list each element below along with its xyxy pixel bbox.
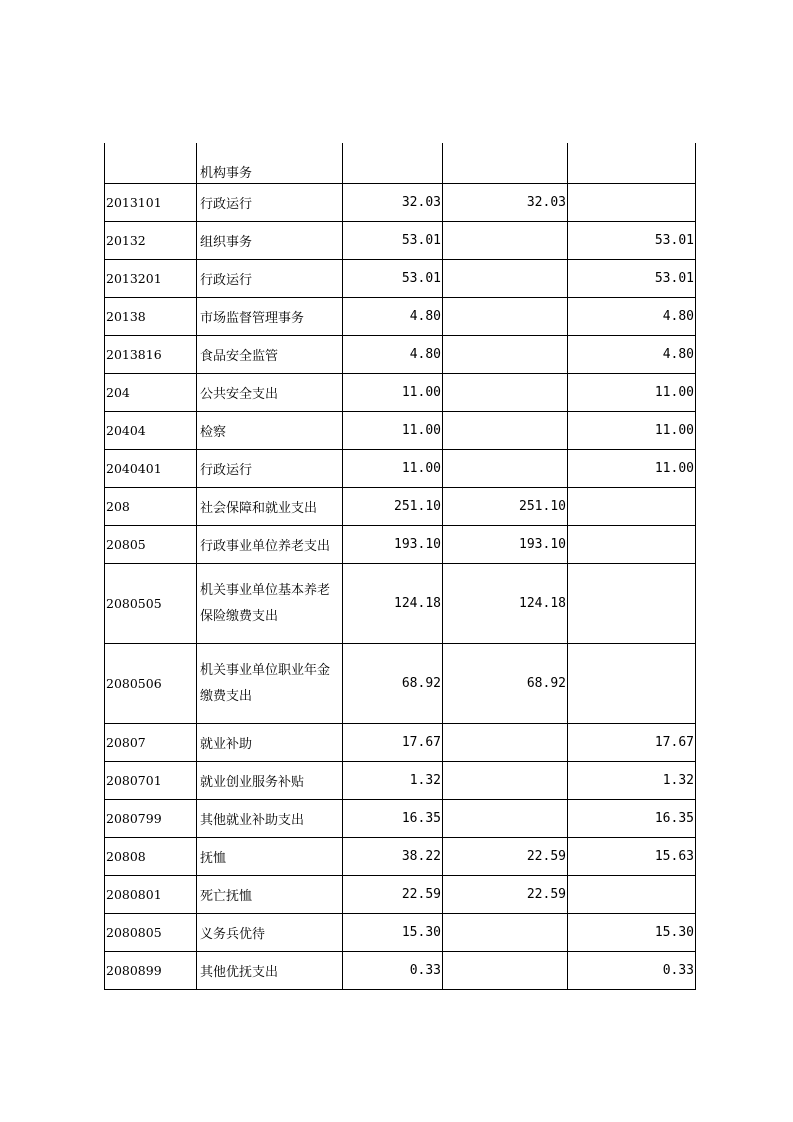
total-value: 0.33 — [343, 952, 443, 990]
table-row — [105, 336, 696, 374]
project-value: 53.01 — [568, 222, 696, 260]
table-row — [105, 184, 696, 222]
basic-value — [443, 450, 568, 488]
subject-name: 死亡抚恤 — [197, 876, 343, 914]
basic-value: 22.59 — [443, 876, 568, 914]
project-value: 4.80 — [568, 298, 696, 336]
table-row — [105, 800, 696, 838]
project-value — [568, 564, 696, 644]
total-value: 193.10 — [343, 526, 443, 564]
subject-name: 就业补助 — [197, 724, 343, 762]
total-value: 22.59 — [343, 876, 443, 914]
subject-code: 20807 — [105, 724, 197, 762]
basic-value — [443, 412, 568, 450]
basic-value: 251.10 — [443, 488, 568, 526]
subject-name: 检察 — [197, 412, 343, 450]
total-value: 68.92 — [343, 644, 443, 724]
total-value: 251.10 — [343, 488, 443, 526]
total-value: 16.35 — [343, 800, 443, 838]
subject-code: 2040401 — [105, 450, 197, 488]
subject-code: 20138 — [105, 298, 197, 336]
project-value: 11.00 — [568, 450, 696, 488]
basic-value — [443, 260, 568, 298]
table-row — [105, 644, 696, 724]
total-value: 53.01 — [343, 222, 443, 260]
basic-value — [443, 762, 568, 800]
table-row — [105, 526, 696, 564]
subject-code: 204 — [105, 374, 197, 412]
subject-name: 抚恤 — [197, 838, 343, 876]
subject-code: 2080805 — [105, 914, 197, 952]
total-value: 17.67 — [343, 724, 443, 762]
subject-name: 行政运行 — [197, 260, 343, 298]
subject-code: 2013816 — [105, 336, 197, 374]
basic-value — [443, 800, 568, 838]
basic-value — [443, 374, 568, 412]
total-value: 53.01 — [343, 260, 443, 298]
project-value — [568, 184, 696, 222]
subject-code: 2013101 — [105, 184, 197, 222]
project-value: 16.35 — [568, 800, 696, 838]
project-value: 4.80 — [568, 336, 696, 374]
subject-code: 20132 — [105, 222, 197, 260]
project-value — [568, 526, 696, 564]
subject-name: 机关事业单位基本养老保险缴费支出 — [197, 564, 343, 644]
subject-code: 2080505 — [105, 564, 197, 644]
table-row — [105, 762, 696, 800]
project-value: 1.32 — [568, 762, 696, 800]
subject-code: 20404 — [105, 412, 197, 450]
project-value: 11.00 — [568, 374, 696, 412]
subject-code: 2080899 — [105, 952, 197, 990]
table-row — [105, 450, 696, 488]
basic-value — [443, 952, 568, 990]
subject-name: 行政运行 — [197, 184, 343, 222]
basic-value — [443, 143, 568, 184]
table-row — [105, 222, 696, 260]
total-value: 4.80 — [343, 298, 443, 336]
table-row — [105, 374, 696, 412]
project-value: 11.00 — [568, 412, 696, 450]
table-row — [105, 488, 696, 526]
table-row — [105, 876, 696, 914]
basic-value: 22.59 — [443, 838, 568, 876]
project-value: 0.33 — [568, 952, 696, 990]
basic-value: 193.10 — [443, 526, 568, 564]
subject-name: 市场监督管理事务 — [197, 298, 343, 336]
basic-value: 32.03 — [443, 184, 568, 222]
project-value: 15.30 — [568, 914, 696, 952]
table-row — [105, 564, 696, 644]
subject-code: 20808 — [105, 838, 197, 876]
subject-code: 208 — [105, 488, 197, 526]
total-value: 15.30 — [343, 914, 443, 952]
project-value: 15.63 — [568, 838, 696, 876]
subject-code: 20805 — [105, 526, 197, 564]
project-value — [568, 644, 696, 724]
budget-table — [104, 143, 696, 990]
subject-code: 2080799 — [105, 800, 197, 838]
table-row — [105, 724, 696, 762]
project-value — [568, 488, 696, 526]
subject-code: 2013201 — [105, 260, 197, 298]
subject-name: 社会保障和就业支出 — [197, 488, 343, 526]
subject-code: 2080801 — [105, 876, 197, 914]
basic-value — [443, 222, 568, 260]
subject-name: 其他就业补助支出 — [197, 800, 343, 838]
table-row — [105, 412, 696, 450]
basic-value — [443, 914, 568, 952]
project-value: 17.67 — [568, 724, 696, 762]
table-row — [105, 143, 696, 184]
total-value: 32.03 — [343, 184, 443, 222]
subject-name: 食品安全监管 — [197, 336, 343, 374]
subject-name: 行政事业单位养老支出 — [197, 526, 343, 564]
project-value — [568, 876, 696, 914]
subject-name: 组织事务 — [197, 222, 343, 260]
total-value — [343, 143, 443, 184]
subject-code — [105, 143, 197, 184]
subject-code: 2080701 — [105, 762, 197, 800]
subject-code: 2080506 — [105, 644, 197, 724]
total-value: 11.00 — [343, 412, 443, 450]
subject-name: 行政运行 — [197, 450, 343, 488]
total-value: 4.80 — [343, 336, 443, 374]
table-row — [105, 838, 696, 876]
basic-value: 124.18 — [443, 564, 568, 644]
subject-name: 就业创业服务补贴 — [197, 762, 343, 800]
subject-name: 公共安全支出 — [197, 374, 343, 412]
table-row — [105, 298, 696, 336]
subject-name: 机构事务 — [197, 143, 343, 184]
project-value — [568, 143, 696, 184]
total-value: 38.22 — [343, 838, 443, 876]
subject-name: 义务兵优待 — [197, 914, 343, 952]
project-value: 53.01 — [568, 260, 696, 298]
table-row — [105, 260, 696, 298]
table-row — [105, 952, 696, 990]
basic-value: 68.92 — [443, 644, 568, 724]
basic-value — [443, 724, 568, 762]
subject-name: 机关事业单位职业年金缴费支出 — [197, 644, 343, 724]
total-value: 11.00 — [343, 374, 443, 412]
total-value: 11.00 — [343, 450, 443, 488]
table-row — [105, 914, 696, 952]
basic-value — [443, 298, 568, 336]
total-value: 1.32 — [343, 762, 443, 800]
basic-value — [443, 336, 568, 374]
subject-name: 其他优抚支出 — [197, 952, 343, 990]
total-value: 124.18 — [343, 564, 443, 644]
